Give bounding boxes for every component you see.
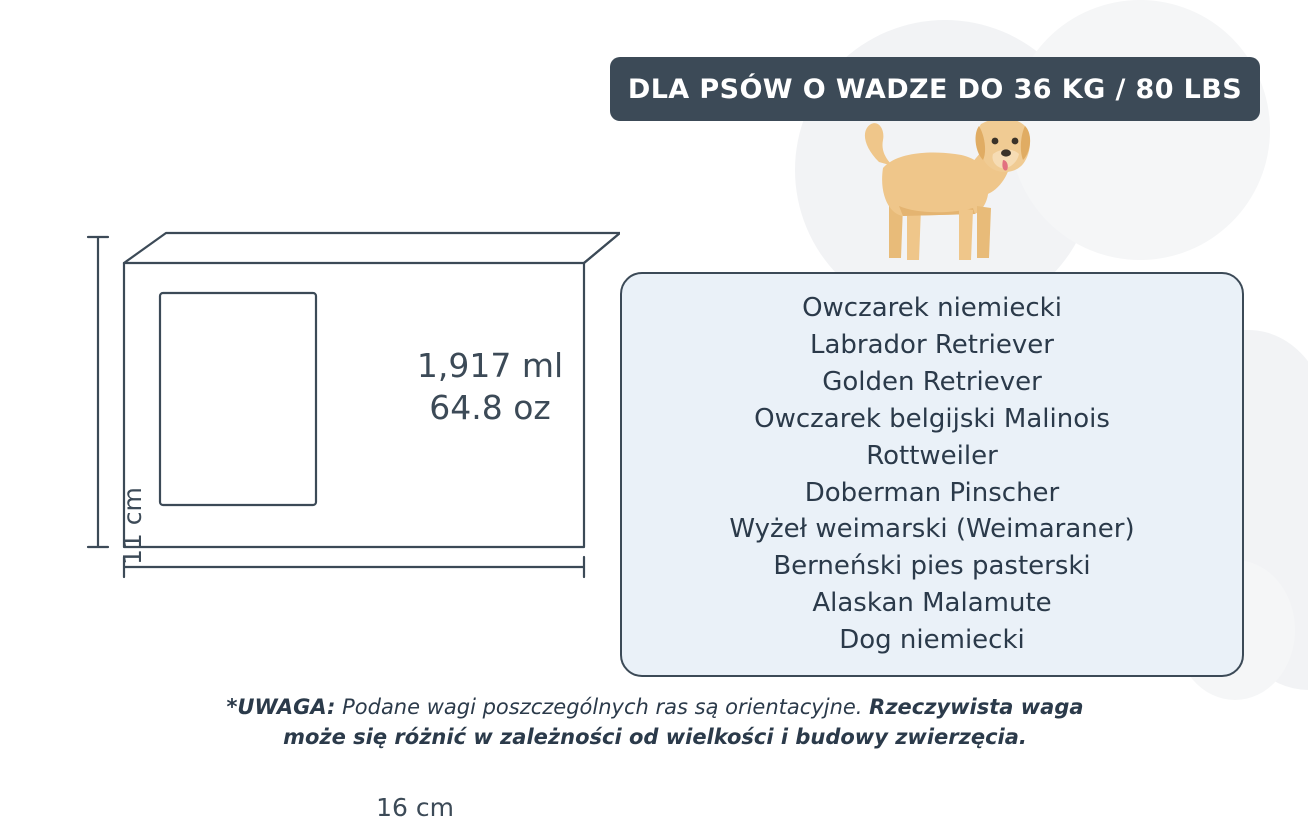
list-item: Golden Retriever bbox=[822, 366, 1042, 397]
dog-illustration-icon bbox=[855, 110, 1035, 275]
footnote bbox=[200, 692, 1110, 753]
box-height-label: 11 cm bbox=[118, 487, 147, 565]
list-item: Owczarek niemiecki bbox=[802, 292, 1062, 323]
list-item: Doberman Pinscher bbox=[804, 477, 1060, 508]
volume-oz: 64.8 oz bbox=[429, 388, 551, 428]
background-blob-2 bbox=[1010, 0, 1270, 260]
footnote-emphasis: Rzeczywista waga może się różnić w zależności od wielkości i budowy zwierzęcia. bbox=[283, 695, 1084, 750]
breeds-panel bbox=[620, 272, 1244, 677]
banner-title: DLA PSÓW O WADZE DO 36 KG / 80 LBS bbox=[627, 73, 1243, 105]
list-item: Alaskan Malamute bbox=[812, 588, 1052, 619]
box-volume bbox=[360, 345, 620, 429]
list-item: Labrador Retriever bbox=[810, 329, 1054, 360]
volume-ml: 1,917 ml bbox=[416, 346, 564, 385]
footnote-prefix: *UWAGA: bbox=[226, 695, 336, 719]
list-item: Wyżeł weimarski (Weimaraner) bbox=[729, 514, 1135, 545]
list-item: Berneński pies pasterski bbox=[773, 551, 1091, 582]
footnote-middle: Podane wagi poszczególnych ras są orientacyjne. bbox=[335, 695, 870, 719]
list-item: Dog niemiecki bbox=[839, 625, 1025, 656]
box-width-label: 16 cm bbox=[376, 793, 454, 822]
list-item: Rottweiler bbox=[866, 440, 998, 471]
list-item: Owczarek belgijski Malinois bbox=[754, 403, 1110, 434]
header-banner bbox=[610, 57, 1260, 121]
